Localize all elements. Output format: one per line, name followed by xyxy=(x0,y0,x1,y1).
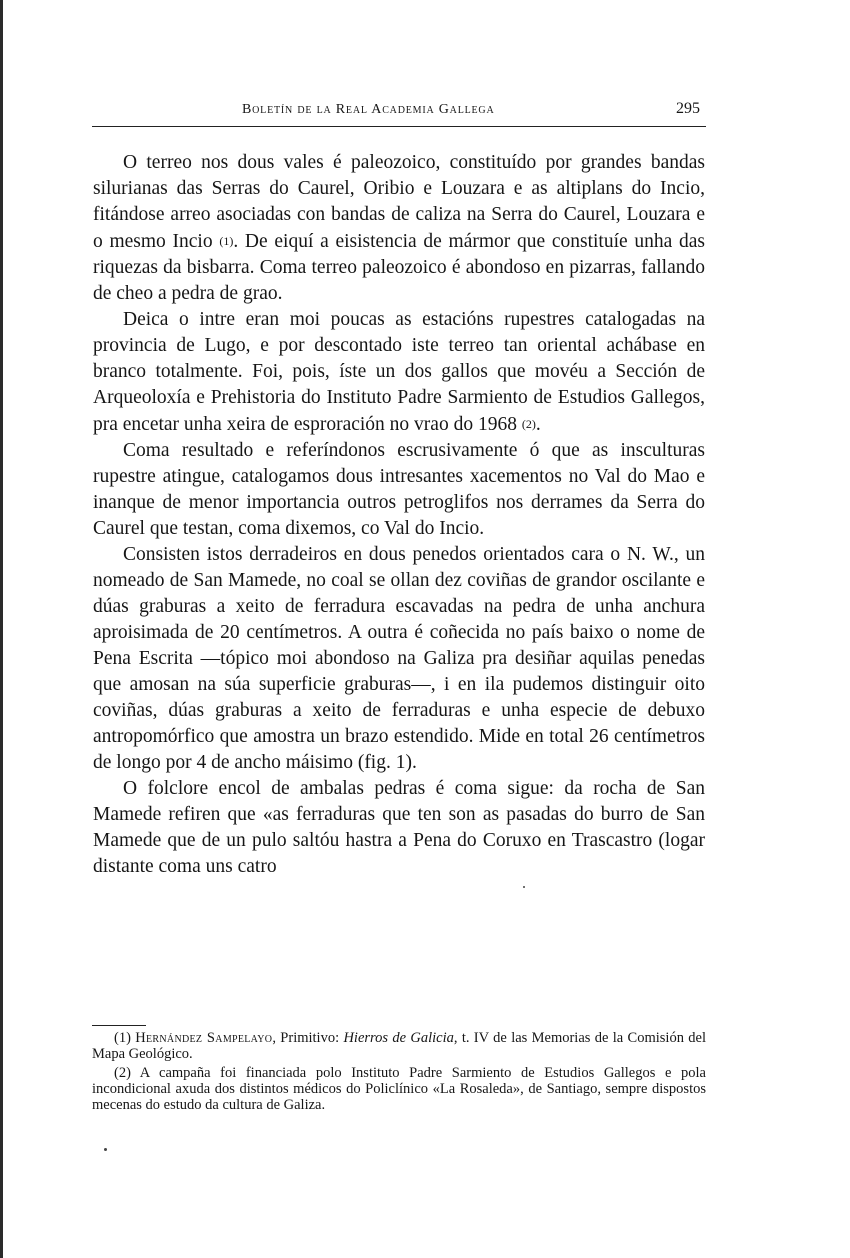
paragraph-text-continued: . xyxy=(535,414,541,435)
paragraph xyxy=(93,542,705,776)
scan-speck xyxy=(523,886,525,888)
scan-speck xyxy=(104,1148,107,1151)
running-header xyxy=(92,98,706,127)
paragraph xyxy=(93,307,705,438)
footnote xyxy=(92,1065,706,1113)
footnote-mark: (1) xyxy=(114,1030,131,1046)
paragraph-text: Deica o intre eran moi poucas as estacións rupestres catalogadas na provincia de Lugo, e por descontado iste terreo tan oriental achábase en branco totalmente. Foi, pois, íste un dos gallos que movéu a Sección de Arqueoloxía e Prehistoria do Instituto Padre Sarmiento de Estudios Gallegos, pra encetar unha xeira de esproración no vrao do 1968 xyxy=(93,309,705,435)
paragraph-text: Consisten istos derradeiros en dous penedos orientados cara o N. W., un nomeado de San Mamede, no coal se ollan dez coviñas de grandor oscilante e dúas graburas a xeito de ferradura escavadas na pedra de unha anchura aproisimada de 20 centímetros. A outra é coñecida no país baixo o nome de Pena Escrita —tópico moi abondoso na Galiza pra desiñar aquilas penedas que amosan na súa superficie graburas—, i en ila pudemos distinguir oito coviñas, dúas graburas a xeito de ferraduras e unha especie de debuxo antropomórfico que amostra un brazo estendido. Mide en total 26 centímetros de longo por 4 de ancho máisimo (fig. 1). xyxy=(93,544,705,773)
scan-left-edge xyxy=(0,0,3,1258)
paragraph-text-continued: . De eiquí a eisistencia de mármor que constituíe unha das riquezas da bisbarra. Coma terreo paleozoico é abondoso en pizarras, fallando de cheo a pedra de grao. xyxy=(93,231,706,304)
paragraph-text: Coma resultado e referíndonos escrusivamente ó que as insculturas rupestre atingue, catalogamos dous intresantes xacementos no Val do Mao e inanque de menor importancia outros petroglifos nos derrames da Serra do Caurel que testan, coma dixemos, co Val do Incio. xyxy=(93,440,705,539)
footnote-text: , Primitivo: xyxy=(272,1030,344,1046)
footnote-reference: (2) xyxy=(521,417,536,431)
footnote-text-continued: , t. IV de las Memorias de la Comisión del Mapa Geológico. xyxy=(92,1030,706,1062)
footnote xyxy=(92,1030,706,1062)
footnote-work-title: Hierros de Galicia xyxy=(343,1030,454,1046)
footnote-text: A campaña foi financiada polo Instituto Padre Sarmiento de Estudios Gallegos e pola incondicional axuda dos distintos médicos do Policlínico «La Rosaleda», de Santiago, sempre dispostos mecenas do estudo da cultura de Galiza. xyxy=(92,1065,706,1113)
paragraph xyxy=(93,438,705,542)
journal-title: Boletín de la Real Academia Gallega xyxy=(242,102,495,117)
paragraph-text: O folclore encol de ambalas pedras é coma sigue: da rocha de San Mamede refiren que «as ferraduras que ten son as pasadas do burro de San Mamede que de un pulo saltóu hastra a Pena do Coruxo en Trascastro (logar distante coma uns catro xyxy=(93,778,705,877)
footnotes xyxy=(92,1030,706,1113)
paragraph-text: O terreo nos dous vales é paleozoico, constituído por grandes bandas silurianas das Serras do Caurel, Oribio e Louzara e as altiplans do Incio, fitándose arreo asociadas con bandas de caliza na Serra do Caurel, Louzara e o mesmo Incio xyxy=(93,152,705,252)
footnote-author: Hernández Sampelayo xyxy=(135,1030,273,1046)
footnote-divider xyxy=(92,1025,146,1026)
page-number: 295 xyxy=(676,100,700,117)
footnote-reference: (1) xyxy=(219,234,234,248)
body-text xyxy=(93,150,705,880)
paragraph xyxy=(93,776,705,880)
paragraph xyxy=(93,150,705,307)
footnote-mark: (2) xyxy=(114,1065,131,1081)
